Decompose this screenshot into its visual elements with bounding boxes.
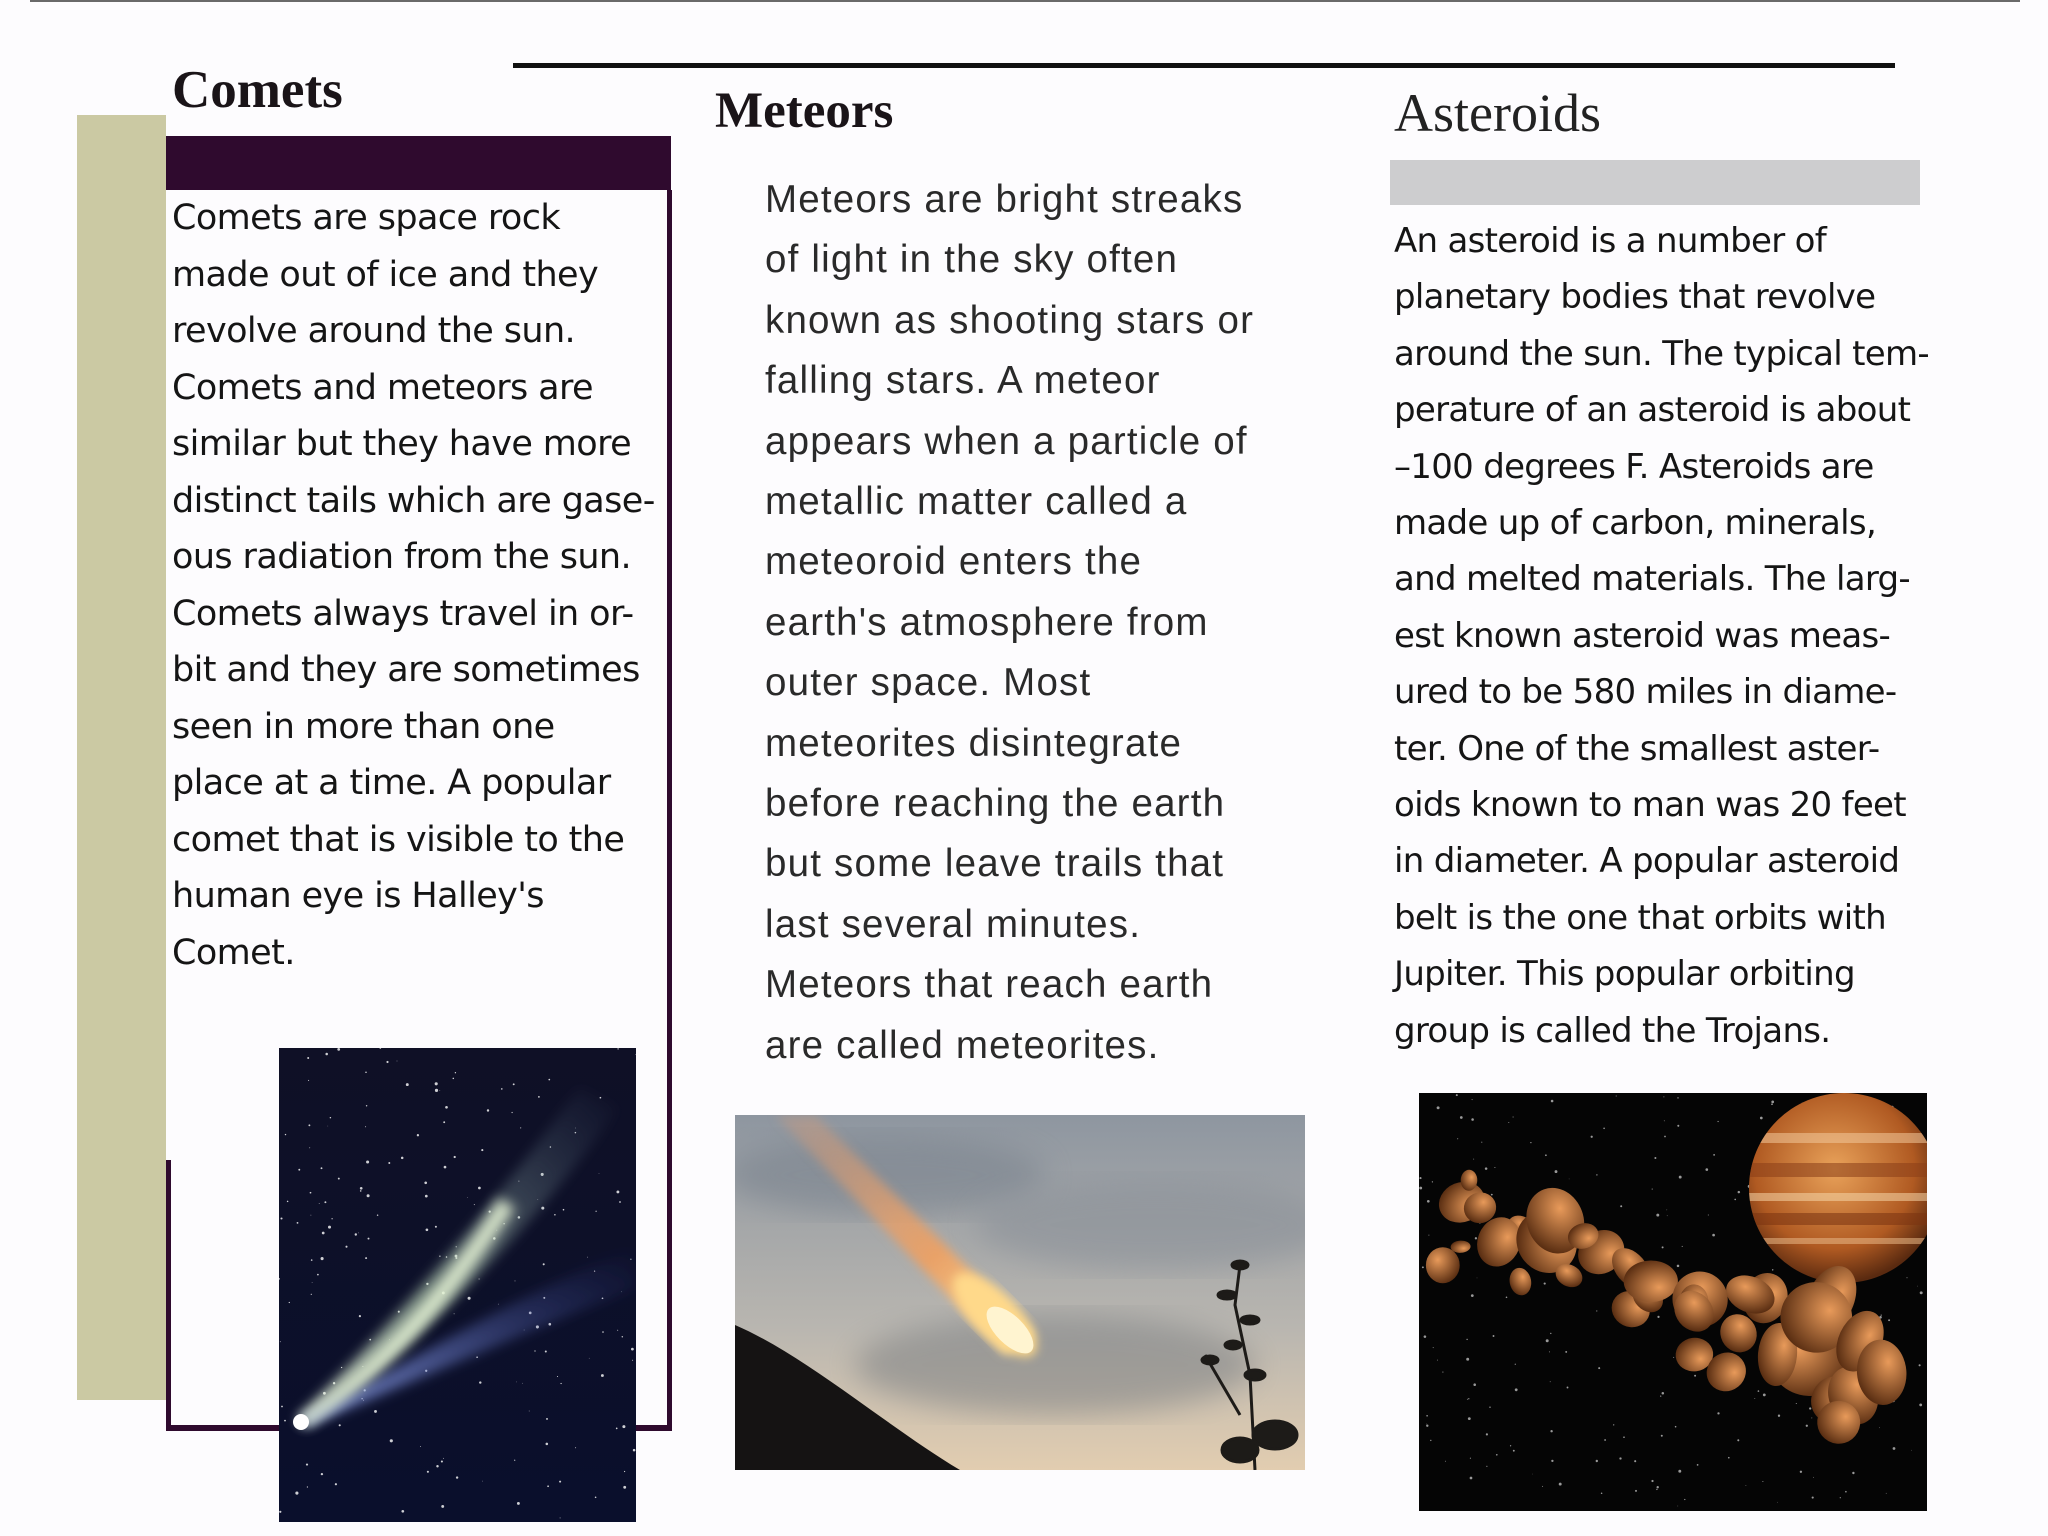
top-border-line (30, 0, 2020, 2)
comets-paragraph: Comets are space rock made out of ice and they revolve around the sun. Comets and meteors are similar but they have more distinct tails which are gase- ous radiation from the sun. Comets always travel in or- bit and they are sometimes seen in more than one place at a time. A popular comet that is visible to the human eye is Halley's Comet. (172, 198, 655, 973)
khaki-sidebar (77, 115, 166, 1400)
meteor-photo (735, 1115, 1305, 1470)
asteroids-header-bar (1390, 160, 1920, 205)
header-rule (513, 63, 1895, 68)
comets-box-left-border (166, 1160, 171, 1430)
meteors-heading: Meteors (715, 83, 894, 139)
comets-heading: Comets (172, 61, 343, 119)
asteroid-jupiter-photo (1419, 1093, 1927, 1511)
asteroid-rock (1426, 1247, 1460, 1283)
asteroids-heading: Asteroids (1394, 83, 1601, 143)
comet-photo (279, 1048, 636, 1522)
meteors-paragraph: Meteors are bright streaks of light in the sky often known as shooting stars or falling stars. A meteor appears when a particle of metallic matter called a meteoroid enters the earth's atmosphere from outer space. Most meteorites disintegrate before reaching the earth but some leave trails that last several minutes. Meteors that reach earth are called meteorites. (765, 178, 1255, 1067)
comets-header-bar (166, 136, 671, 190)
asteroids-paragraph: An asteroid is a number of planetary bodies that revolve around the sun. The typical tem- perature of an asteroid is about –100 degrees F. Asteroids are made up of carbon, minerals, and melted materials. The larg- est known asteroid was meas- ured to be 580 miles in diame- ter. One of the smallest aster- oids known to man was 20 feet in diameter. A popular asteroid belt is the one that orbits with Jupiter. This popular orbiting group is called the Trojans. (1394, 221, 1929, 1051)
